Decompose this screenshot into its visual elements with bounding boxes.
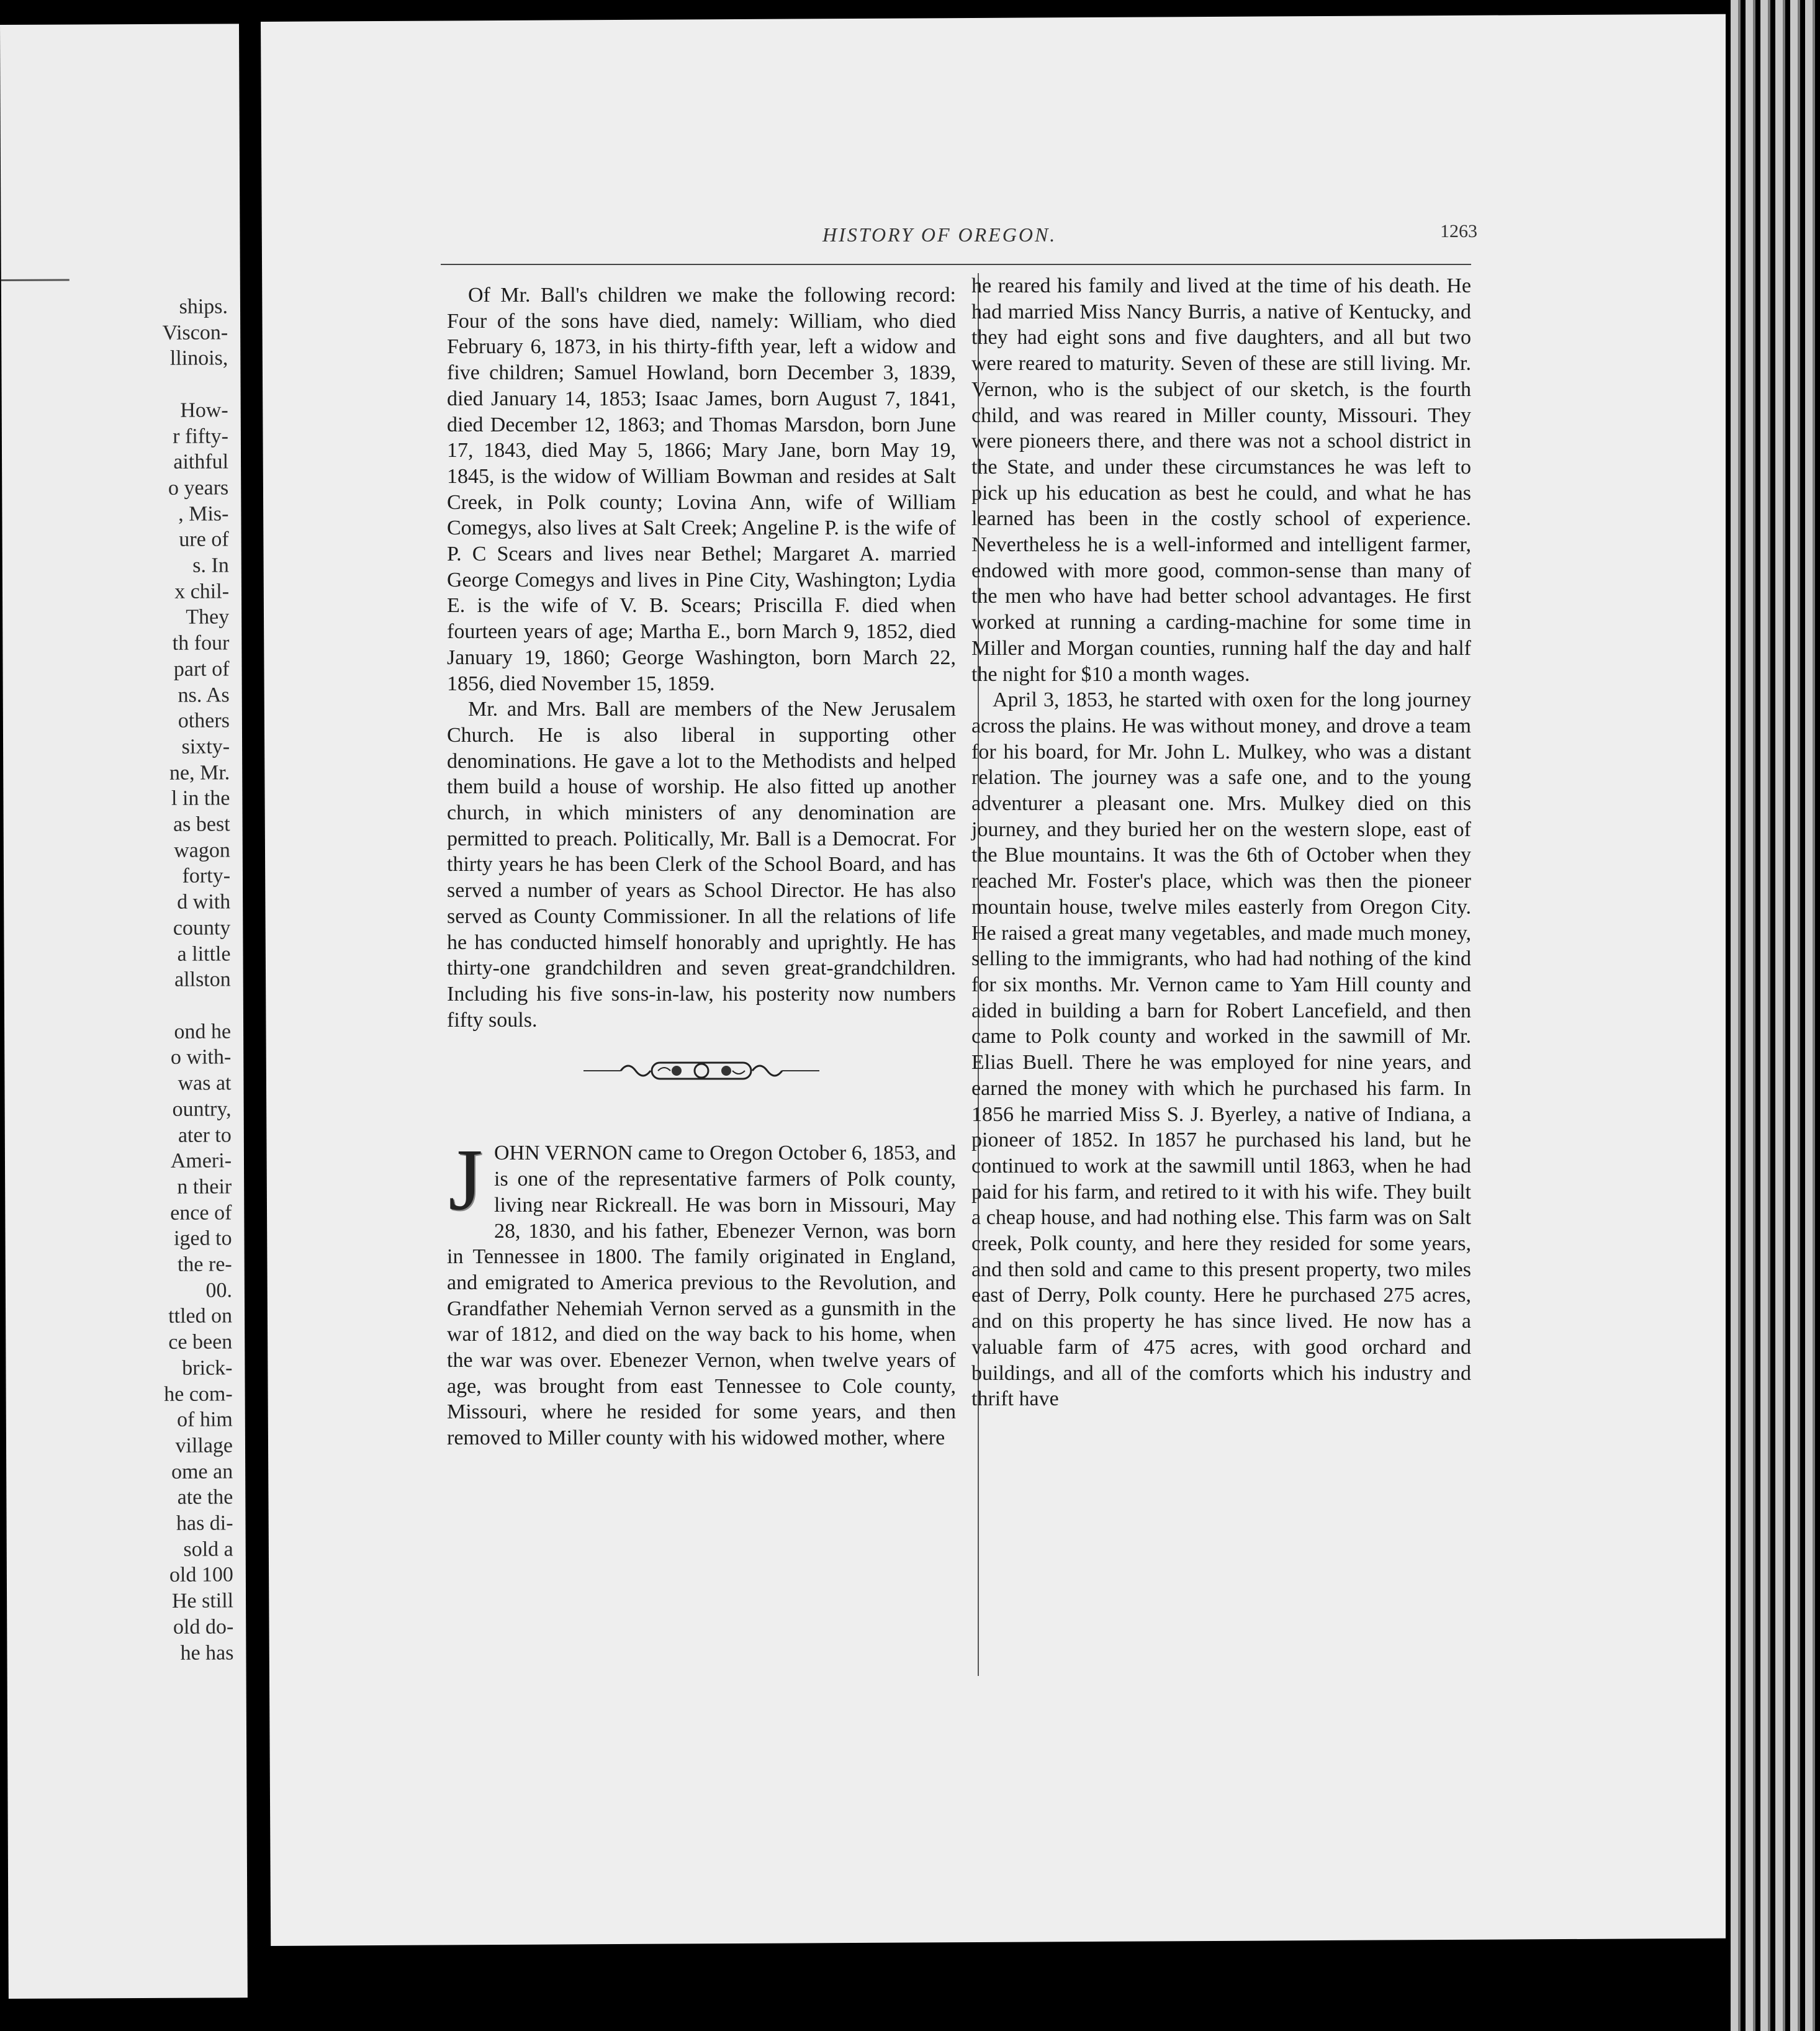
- previous-page-line: Viscon-: [162, 321, 228, 345]
- vernon-text: came to Oregon October 6, 1853, and is one of the representative farmers of Polk county, living near Rickreall. He was born in Missouri, May 28, 1830, and his father, Ebenezer Vernon, was born in Tennessee in 1800. The family originated in England, and emigrated to America previous to the Revolution, and Grandfather Nehemiah Vernon served as a gunsmith in the war of 1812, and died on the way back to his home, when the war was over. Ebenezer Vernon, when twelve years of age, was brought from east Tennessee to Cole county, Missouri, where he resided for some years, and then removed to Miller county with his widowed mother, where: [447, 1142, 956, 1450]
- previous-page-line: ater to: [178, 1123, 232, 1147]
- ball-children-paragraph: Of Mr. Ball's children we make the following record: Four of the sons have died, namely: William, who died February 6, 1873, in his thirty-fifth year, left a widow and five children; Samuel Howland, born December 3, 1839, died January 14, 1853; Isaac James, born August 7, 1841, died December 12, 1863; and Thomas Marsdon, born June 17, 1843, died May 5, 1866; Mary Jane, born May 19, 1845, is the widow of William Bowman and resides at Salt Creek, in Polk county; Lovina Ann, wife of William Comegys, also lives at Salt Creek; Angeline P. is the wife of P. C Scears and lives near Bethel; Margaret A. married George Comegys and lives in Pine City, Washington; Lydia E. is the wife of V. B. Scears; Priscilla F. died when fourteen years of age; Martha E., born March 9, 1852, died January 19, 1860; George Washington, born March 22, 1856, died November 15, 1859.: [447, 284, 956, 695]
- previous-page-line: Ameri-: [170, 1149, 232, 1173]
- previous-page-line: They: [186, 605, 230, 629]
- vernon-paragraph: [447, 1130, 956, 1451]
- previous-page-text: [66, 294, 234, 1666]
- previous-page-line: he com-: [164, 1382, 233, 1406]
- previous-page-line: old do-: [173, 1615, 234, 1639]
- left-column: [447, 282, 956, 1451]
- previous-page-line: x chil-: [174, 580, 230, 603]
- vernon-journey-paragraph: April 3, 1853, he started with oxen for the long journey across the plains. He was without money, and drove a team for his board, for Mr. John L. Mulkey, who was a distant relation. The journey was a safe one, and to the young adventurer a pleasant one. Mrs. Mulkey died on this journey, and they buried her on the western slope, east of the Blue mountains. It was the 6th of October when they reached Mr. Foster's place, which was then the pioneer mountain house, twelve miles easterly from Oregon City. He raised a great many vegetables, and made much money, selling to the immigrants, who had had nothing of the kind for six months. Mr. Vernon came to Yam Hill county and aided in building a barn for Robert Lancefield, and then came to Polk county and worked in the sawmill of Mr. Elias Buell. There he was employed for nine years, and earned the money with which he purchased his farm. In 1856 he married Miss S. J. Byerley, a native of Indiana, a pioneer of 1852. In 1857 he purchased his land, but he continued to work at the sawmill until 1863, when he had paid for his farm, and retired to it with his wife. They built a cheap house, and had nothing else. This farm was on Salt creek, Polk county, and here they resided for some years, and then sold and came to this present property, two miles east of Derry, Polk county. Here he purchased 275 acres, and on this property he has since lived. He now has a valuable farm of 475 acres, with good orchard and buildings, and all of the comforts which his industry and thrift have: [971, 688, 1471, 1411]
- previous-page-line: aithful: [173, 450, 229, 474]
- previous-page-line: [70, 993, 231, 1019]
- previous-page-line: ome an: [171, 1460, 233, 1484]
- previous-page-line: a little: [177, 942, 231, 966]
- previous-page-line: county: [173, 916, 231, 940]
- previous-page-line: was at: [178, 1071, 232, 1095]
- previous-page-line: iged to: [173, 1227, 232, 1251]
- previous-page-line: forty-: [182, 864, 231, 888]
- previous-page-line: as best: [173, 813, 230, 836]
- previous-page-line: the re-: [177, 1253, 232, 1276]
- previous-page-line: ate the: [177, 1485, 233, 1510]
- drop-cap-letter: J: [448, 1130, 483, 1229]
- previous-page-line: ne, Mr.: [169, 761, 230, 785]
- previous-page: [0, 24, 248, 1999]
- header-rule: [441, 264, 1471, 265]
- page-stack-edge: [1726, 0, 1820, 2031]
- previous-page-line: l in the: [171, 786, 230, 811]
- previous-page-line: o years: [168, 476, 229, 500]
- previous-page-line: has di-: [176, 1511, 233, 1535]
- running-header: HISTORY OF OREGON.: [822, 223, 1057, 246]
- previous-page-line: ence of: [170, 1200, 232, 1225]
- previous-page-line: 00.: [205, 1279, 232, 1302]
- previous-page-rule: [1, 279, 70, 281]
- vernon-family-paragraph: he reared his family and lived at the time of his death. He had married Miss Nancy Burris, a native of Kentucky, and they had eight sons and five daughters, and all but two were reared to maturity. Seven of these are still living. Mr. Vernon, who is the subject of our sketch, is the fourth child, and was reared in Miller county, Missouri. They were pioneers there, and there was not a school district in the State, and under these circumstances he was left to pick up his education as best he could, and what he has learned has been in the costly school of experience. Nevertheless he is a well-informed and intelligent farmer, endowed with more good, common-sense than many of the men who have had better school advantages. He first worked at running a carding-machine for some time in Miller and Morgan counties, running half the day and half the night for $10 a month wages.: [971, 274, 1471, 686]
- previous-page-line: ns. As: [178, 683, 230, 707]
- previous-page-line: , Mis-: [178, 502, 229, 526]
- ornament-flourish-icon: [583, 1055, 819, 1086]
- previous-page-line: llinois,: [169, 346, 228, 371]
- previous-page-line: ships.: [179, 295, 228, 318]
- previous-page-line: He still: [171, 1589, 234, 1613]
- previous-page-line: th four: [172, 631, 230, 655]
- previous-page-line: old 100: [169, 1563, 233, 1587]
- ball-church-paragraph: Mr. and Mrs. Ball are members of the New Jerusalem Church. He is also liberal in supporting other denominations. He gave a lot to the Methodists and helped them build a house of worship. He also fitted up another church, in which ministers of any denomination are permitted to preach. Politically, Mr. Ball is a Democrat. For thirty years he has been Clerk of the School Board, and has served a number of years as School Director. He has also served as County Commissioner. In all the relations of life he has conducted himself honorably and uprightly. He has thirty-one grandchildren and seven great-grandchildren. Including his five sons-in-law, his posterity now numbers fifty souls.: [447, 698, 956, 1032]
- section-ornament: [447, 1055, 956, 1089]
- previous-page-line: ce been: [168, 1330, 233, 1354]
- previous-page-line: r fifty-: [173, 424, 228, 448]
- previous-page-line: others: [178, 709, 230, 733]
- previous-page-line: d with: [177, 890, 231, 914]
- previous-page-line: s. In: [192, 554, 229, 577]
- previous-page-line: ure of: [179, 528, 229, 552]
- vernon-name: OHN VERNON: [494, 1142, 633, 1165]
- previous-page-line: ttled on: [168, 1304, 233, 1328]
- previous-page-line: part of: [173, 657, 230, 681]
- right-column: [971, 273, 1471, 1412]
- previous-page-line: village: [175, 1434, 233, 1457]
- previous-page-line: ond he: [174, 1020, 232, 1043]
- previous-page-line: brick-: [182, 1356, 233, 1380]
- previous-page-line: sixty-: [181, 735, 230, 759]
- previous-page-line: [66, 372, 228, 399]
- previous-page-line: ountry,: [172, 1097, 232, 1121]
- previous-page-line: he has: [180, 1641, 234, 1665]
- previous-page-line: of him: [177, 1408, 233, 1432]
- previous-page-line: n their: [177, 1175, 232, 1199]
- previous-page-line: How-: [180, 399, 228, 422]
- page-number: 1263: [1440, 221, 1477, 241]
- previous-page-line: o with-: [170, 1045, 232, 1070]
- previous-page-line: allston: [174, 968, 231, 992]
- previous-page-line: sold a: [183, 1538, 233, 1561]
- previous-page-line: wagon: [174, 839, 230, 862]
